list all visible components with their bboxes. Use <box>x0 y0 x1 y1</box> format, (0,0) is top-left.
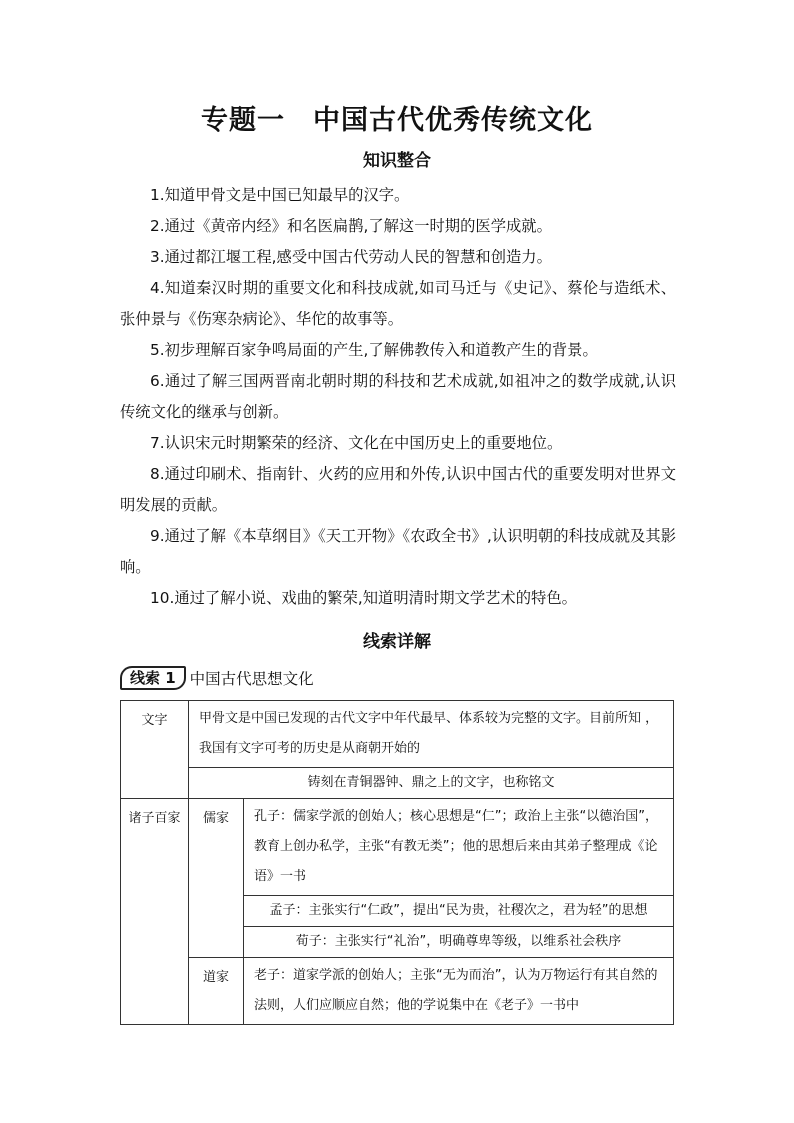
list-item: 6.通过了解三国两晋南北朝时期的科技和艺术成就,如祖冲之的数学成就,认识传统文化的继承与创新。 <box>120 372 676 421</box>
knowledge-list <box>120 180 676 614</box>
table-row <box>121 768 674 799</box>
school-confucian: 儒家 <box>189 799 244 958</box>
category-writing: 文字 <box>121 701 189 799</box>
section-heading-knowledge: 知识整合 <box>363 151 431 171</box>
list-item: 10.通过了解小说、戏曲的繁荣,知道明清时期文学艺术的特色。 <box>150 589 577 607</box>
list-item: 8.通过印刷术、指南针、火药的应用和外传,认识中国古代的重要发明对世界文明发展的贡献。 <box>120 465 676 514</box>
confucius-cell: 孔子：儒家学派的创始人；核心思想是“仁”；政治上主张“以德治国”，教育上创办私学，主张“有教无类”；他的思想后来由其弟子整理成《论语》一书 <box>244 799 674 896</box>
thought-culture-table <box>120 700 674 1025</box>
list-item: 4.知道秦汉时期的重要文化和科技成就,如司马迁与《史记》、蔡伦与造纸术、张仲景与《伤寒杂病论》、华佗的故事等。 <box>120 279 676 328</box>
table-row <box>121 701 674 768</box>
table-row <box>121 799 674 896</box>
list-item: 9.通过了解《本草纲目》《天工开物》《农政全书》,认识明朝的科技成就及其影响。 <box>120 527 676 576</box>
xunzi-cell: 荀子：主张实行“礼治”，明确尊卑等级，以维系社会秩序 <box>244 927 674 958</box>
category-hundred-schools: 诸子百家 <box>121 799 189 1025</box>
clue-badge: 线索 1 <box>120 666 186 690</box>
page-title: 专题一 中国古代优秀传统文化 <box>201 105 593 136</box>
list-item: 2.通过《黄帝内经》和名医扁鹊,了解这一时期的医学成就。 <box>150 217 552 235</box>
clue-title: 中国古代思想文化 <box>189 670 314 688</box>
laozi-cell: 老子：道家学派的创始人；主张“无为而治”，认为万物运行有其自然的法则，人们应顺应自然；他的学说集中在《老子》一书中 <box>244 958 674 1025</box>
list-item: 1.知道甲骨文是中国已知最早的汉字。 <box>150 186 410 204</box>
school-taoist: 道家 <box>189 958 244 1025</box>
mencius-cell: 孟子：主张实行“仁政”，提出“民为贵，社稷次之，君为轻”的思想 <box>244 896 674 927</box>
table-row <box>121 958 674 1025</box>
list-item: 5.初步理解百家争鸣局面的产生,了解佛教传入和道教产生的背景。 <box>150 341 598 359</box>
list-item: 3.通过都江堰工程,感受中国古代劳动人民的智慧和创造力。 <box>150 248 552 266</box>
writing-bronze: 铸刻在青铜器钟、鼎之上的文字，也称铭文 <box>189 768 674 799</box>
list-item: 7.认识宋元时期繁荣的经济、文化在中国历史上的重要地位。 <box>150 434 563 452</box>
writing-oracle-bone: 甲骨文是中国已发现的古代文字中年代最早、体系较为完整的文字。目前所知 ，我国有文字可考的历史是从商朝开始的 <box>189 701 674 768</box>
section-heading-clues: 线索详解 <box>363 632 431 652</box>
clue-heading <box>120 665 314 691</box>
